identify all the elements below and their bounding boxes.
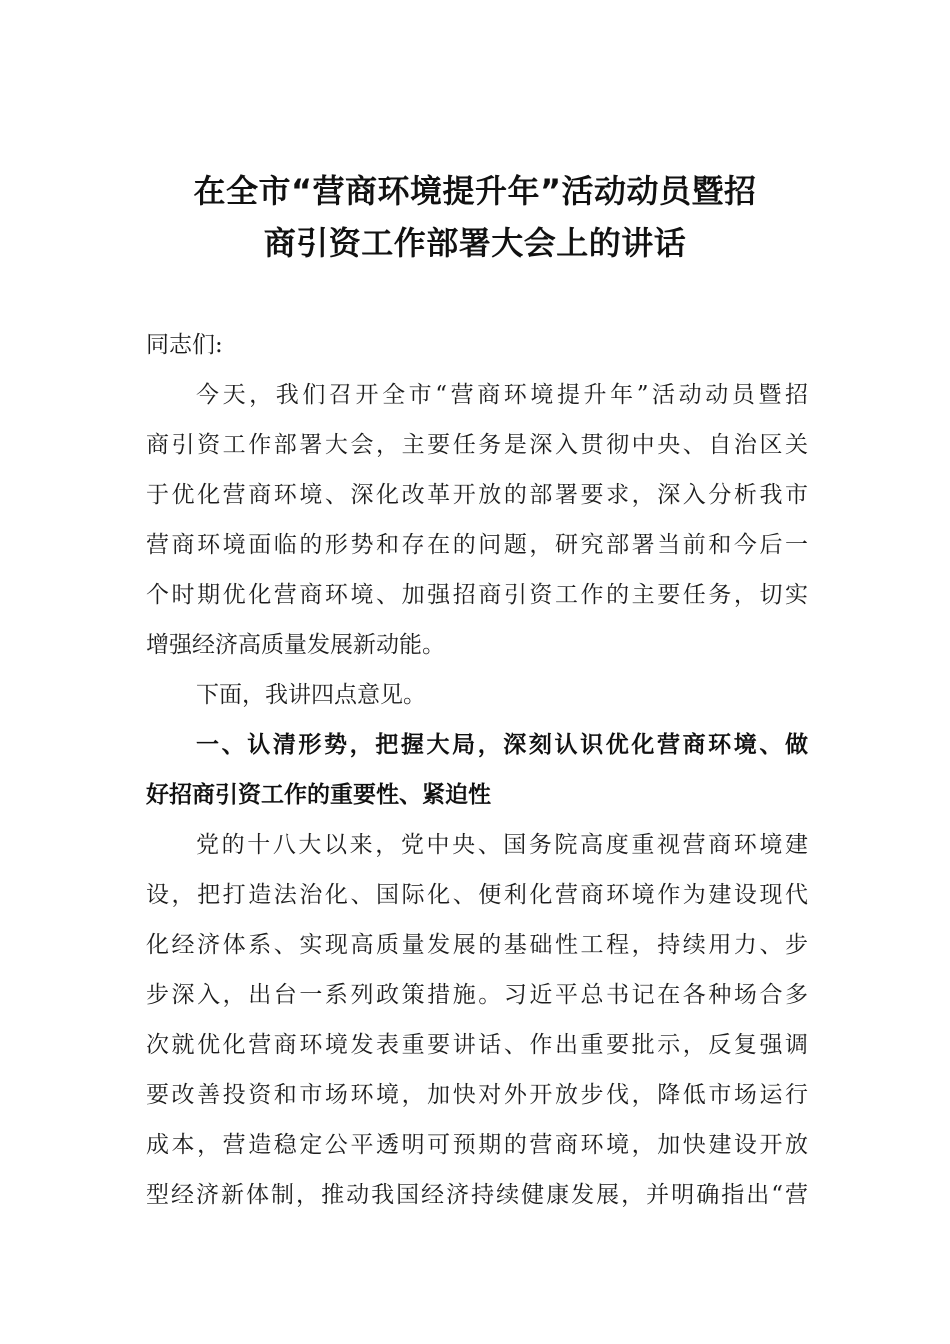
text-line: 个时期优化营商环境、加强招商引资工作的主要任务，切实 [146,582,808,608]
text-line: 化经济体系、实现高质量发展的基础性工程，持续用力、步 [146,932,808,958]
paragraph-intro [146,670,808,720]
heading-line: 一、认清形势，把握大局，深刻认识优化营商环境、做 [196,732,808,758]
title-line: 在全市“营商环境提升年”活动动员暨招 [193,172,757,210]
text-line: 今天，我们召开全市“营商环境提升年”活动动员暨招 [196,382,808,408]
text-line: 成本，营造稳定公平透明可预期的营商环境，加快建设开放 [146,1132,808,1158]
text-line: 党的十八大以来，党中央、国务院高度重视营商环境建 [196,832,808,858]
text-line: 步深入，出台一系列政策措施。习近平总书记在各种场合多 [146,982,808,1008]
paragraph-opening [146,370,808,670]
section-heading [146,720,808,820]
text-line: 设，把打造法治化、国际化、便利化营商环境作为建设现代 [146,882,808,908]
text-line: 增强经济高质量发展新动能。 [146,632,445,658]
title-line: 商引资工作部署大会上的讲话 [263,224,687,262]
text-line: 营商环境面临的形势和存在的问题，研究部署当前和今后一 [146,532,808,558]
text-line: 次就优化营商环境发表重要讲话、作出重要批示，反复强调 [146,1032,808,1058]
text-line: 要改善投资和市场环境，加快对外开放步伐，降低市场运行 [146,1082,808,1108]
salutation: 同志们: [146,332,223,358]
section-paragraph [146,820,808,1220]
text-line: 下面，我讲四点意见。 [196,682,426,708]
text-line: 于优化营商环境、深化改革开放的部署要求，深入分析我市 [146,482,808,508]
document-body [146,320,808,1220]
heading-line: 好招商引资工作的重要性、紧迫性 [146,782,491,808]
text-line: 商引资工作部署大会，主要任务是深入贯彻中央、自治区关 [146,432,808,458]
text-line: 型经济新体制，推动我国经济持续健康发展，并明确指出“营 [146,1182,808,1208]
document-title [140,165,810,269]
